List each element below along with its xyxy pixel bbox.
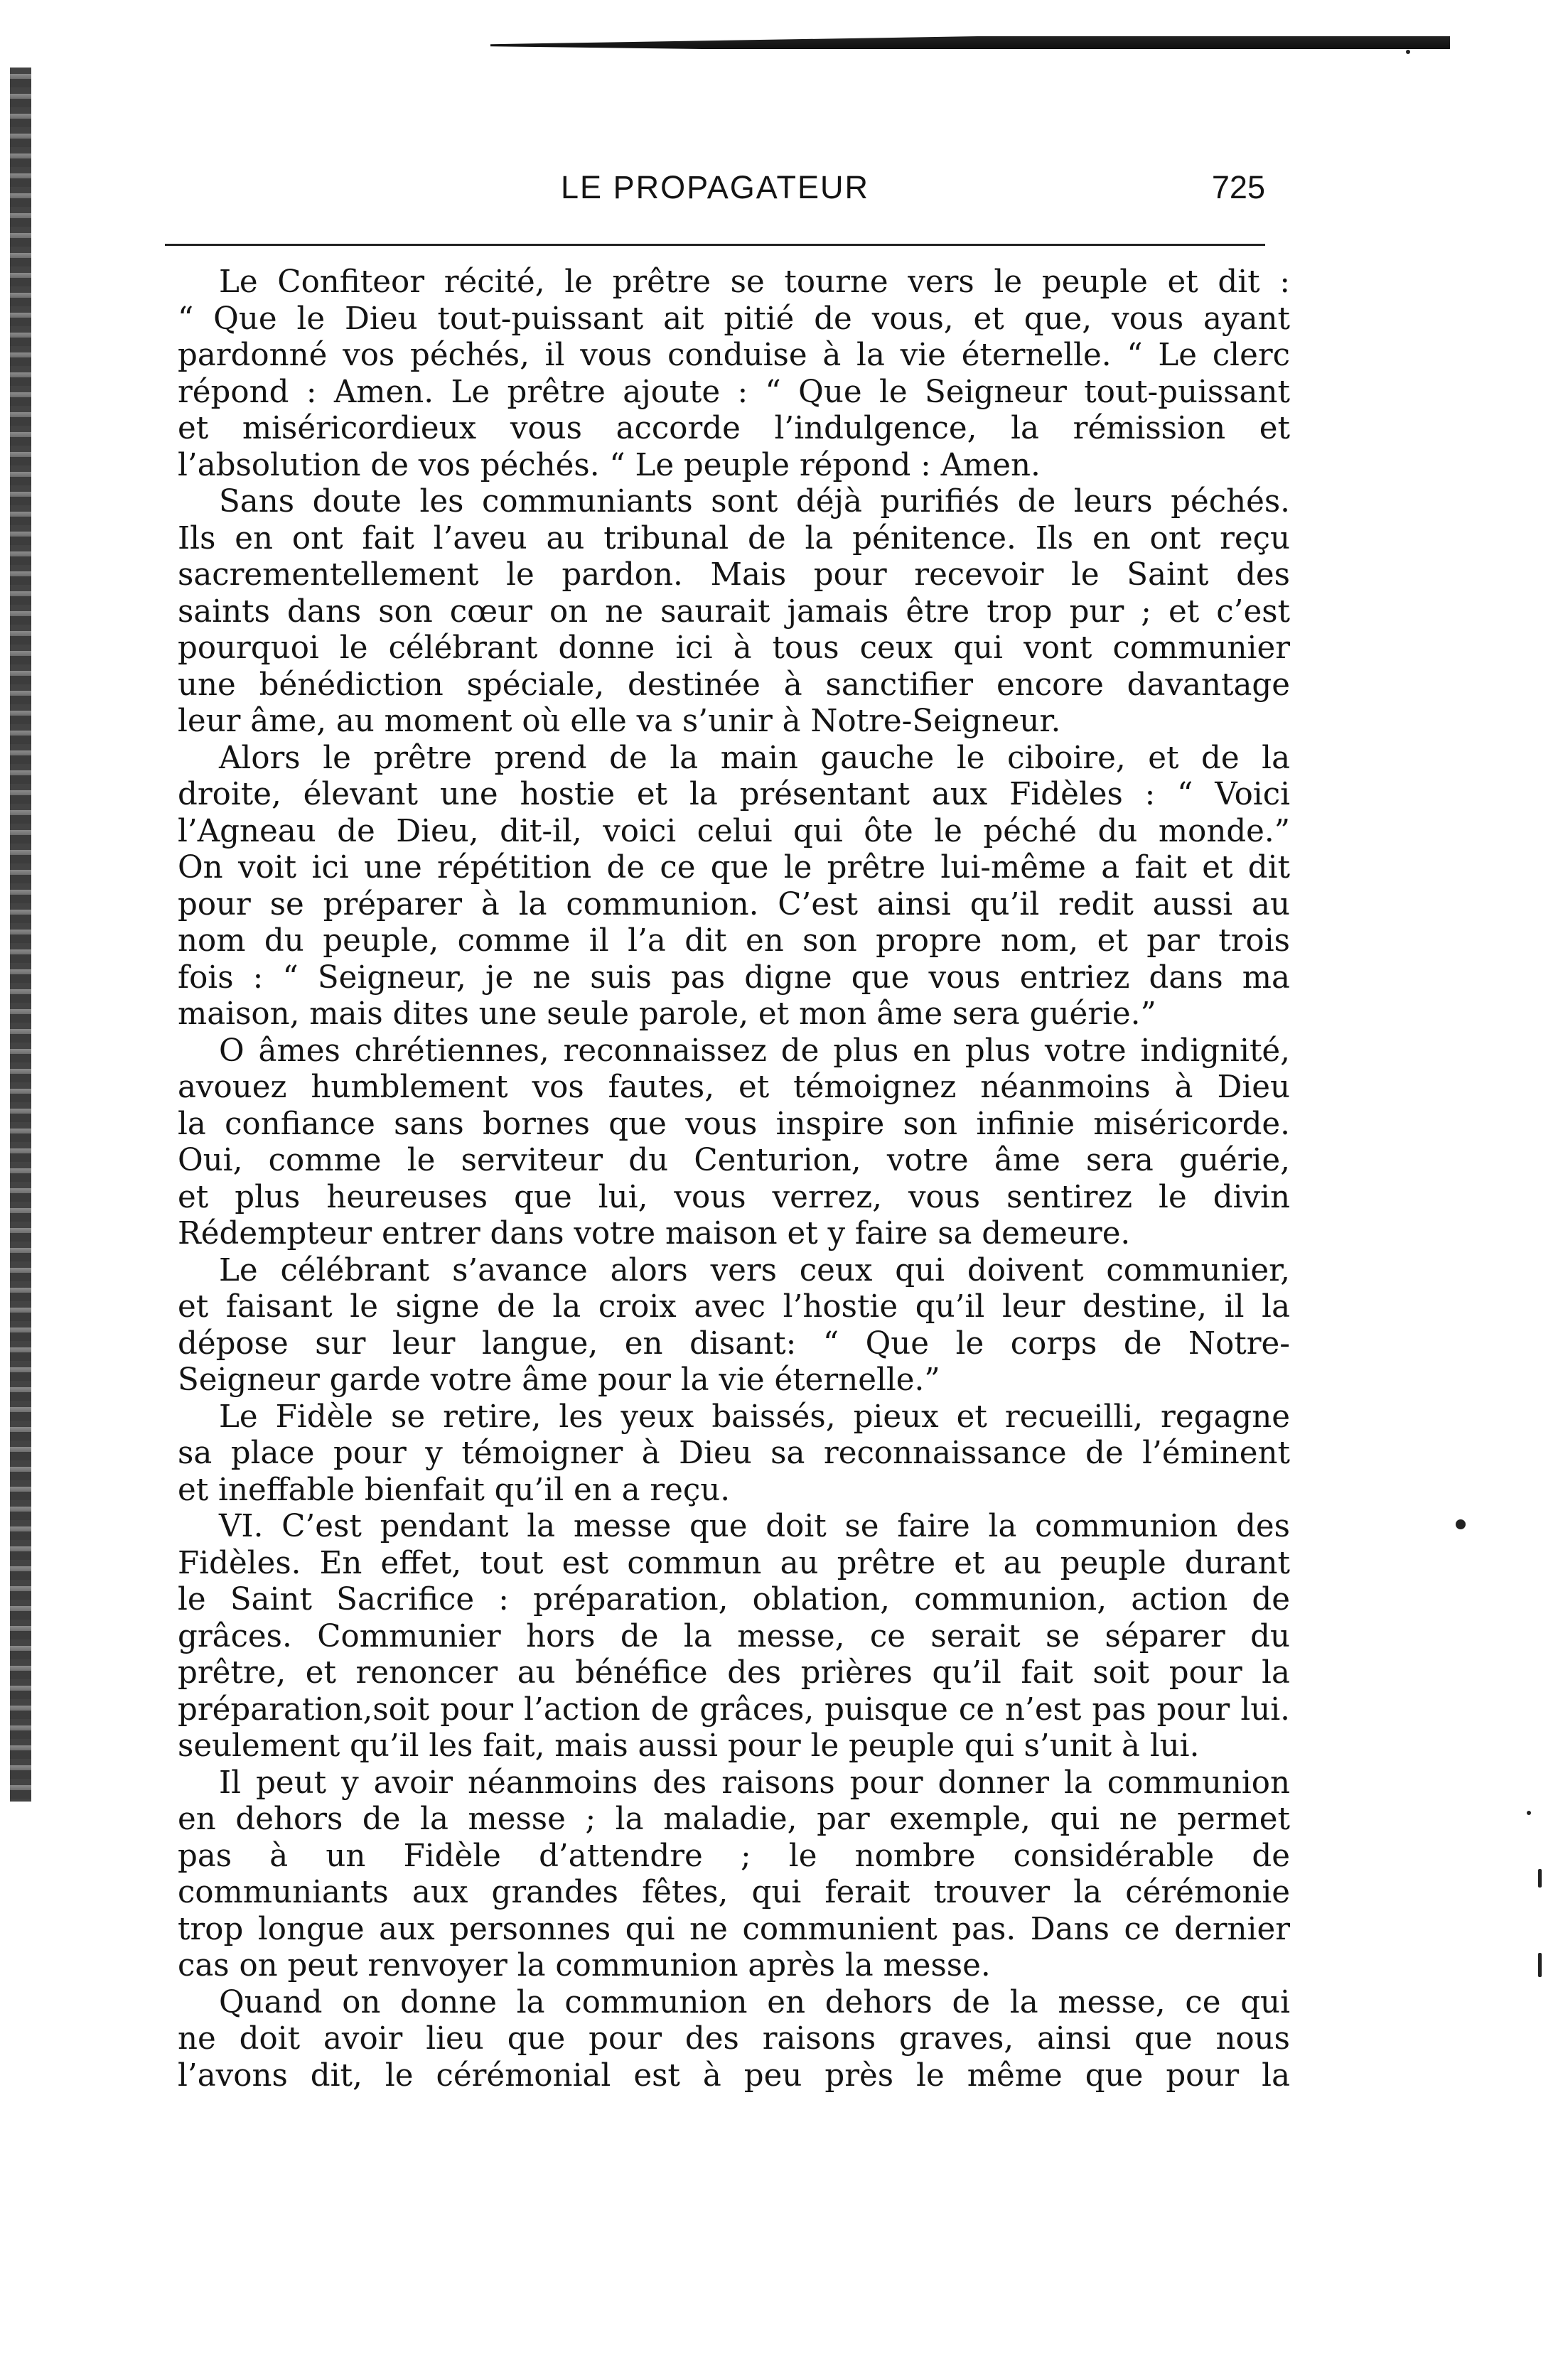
text-line: et miséricordieux vous accorde l’indulgence, la rémission et xyxy=(178,411,1290,446)
text-line: saints dans son cœur on ne saurait jamais être trop pur ; et c’est xyxy=(178,593,1290,630)
text-line: Seigneur garde votre âme pour la vie éternelle.” xyxy=(178,1362,940,1398)
text-line: ne doit avoir lieu que pour des raisons graves, ainsi que nous xyxy=(178,2021,1290,2057)
text-line: prêtre, et renoncer au bénéfice des prières qu’il fait soit pour la xyxy=(178,1655,1290,1691)
text-line: droite, élevant une hostie et la présentant aux Fidèles : “ Voici xyxy=(178,777,1290,812)
text-line: avouez humblement vos fautes, et témoignez néanmoins à Dieu xyxy=(178,1070,1290,1105)
ink-speck xyxy=(1527,1811,1531,1815)
text-line: Le Confiteor récité, le prêtre se tourne vers le peuple et dit : xyxy=(219,264,1290,300)
text-line: dépose sur leur langue, en disant: “ Que le corps de Notre- xyxy=(178,1325,1290,1362)
page-number: 725 xyxy=(1211,169,1265,205)
text-line: maison, mais dites une seule parole, et mon âme sera guérie.” xyxy=(178,996,1156,1032)
text-line: pour se préparer à la communion. C’est ainsi qu’il redit aussi au xyxy=(178,886,1290,922)
text-line: trop longue aux personnes qui ne communient pas. Dans ce dernier xyxy=(178,1911,1290,1947)
text-line: sacrementellement le pardon. Mais pour recevoir le Saint des xyxy=(178,557,1290,593)
text-line: Rédempteur entrer dans votre maison et y faire sa demeure. xyxy=(178,1216,1131,1251)
text-line: Oui, comme le serviteur du Centurion, votre âme sera guérie, xyxy=(178,1143,1290,1178)
text-line: Le Fidèle se retire, les yeux baissés, pieux et recueilli, regagne xyxy=(219,1399,1290,1435)
body-text xyxy=(178,264,1290,2094)
text-line: le Saint Sacrifice : préparation, oblation, communion, action de xyxy=(178,1582,1290,1617)
text-line: pas à un Fidèle d’attendre ; le nombre considérable de xyxy=(178,1838,1290,1874)
text-line: fois : “ Seigneur, je ne suis pas digne que vous entriez dans ma xyxy=(178,959,1290,996)
text-line: sa place pour y témoigner à Dieu sa reconnaissance de l’éminent xyxy=(178,1436,1290,1471)
text-line: répond : Amen. Le prêtre ajoute : “ Que le Seigneur tout-puissant xyxy=(178,374,1290,410)
text-line: Quand on donne la communion en dehors de la messe, ce qui xyxy=(219,1984,1290,2020)
text-line: leur âme, au moment où elle va s’unir à Notre-Seigneur. xyxy=(178,704,1061,739)
text-line: en dehors de la messe ; la maladie, par exemple, qui ne permet xyxy=(178,1802,1290,1837)
text-line: communiants aux grandes fêtes, qui ferait trouver la cérémonie xyxy=(178,1875,1290,1910)
text-line: pardonné vos péchés, il vous conduise à la vie éternelle. “ Le clerc xyxy=(178,338,1290,373)
text-line: “ Que le Dieu tout-puissant ait pitié de vous, et que, vous ayant xyxy=(178,301,1290,337)
text-line: une bénédiction spéciale, destinée à sanctifier encore davantage xyxy=(178,667,1290,703)
page-header xyxy=(165,169,1265,212)
text-line: pourquoi le célébrant donne ici à tous ceux qui vont communier xyxy=(178,630,1290,666)
text-line: et plus heureuses que lui, vous verrez, vous sentirez le divin xyxy=(178,1179,1290,1215)
text-line: On voit ici une répétition de ce que le prêtre lui-même a fait et dit xyxy=(178,850,1290,885)
text-line: l’Agneau de Dieu, dit-il, voici celui qui ôte le péché du monde.” xyxy=(178,813,1290,849)
text-line: VI. C’est pendant la messe que doit se faire la communion des xyxy=(219,1509,1290,1544)
scan-edge-top xyxy=(490,27,1450,58)
header-rule xyxy=(165,244,1265,246)
text-line: Le célébrant s’avance alors vers ceux qui doivent communier, xyxy=(219,1252,1290,1288)
text-line: Fidèles. En effet, tout est commun au prêtre et au peuple durant xyxy=(178,1545,1290,1581)
ink-speck xyxy=(1538,1869,1542,1888)
text-line: et faisant le signe de la croix avec l’hostie qu’il leur destine, il la xyxy=(178,1289,1290,1325)
text-line: l’absolution de vos péchés. “ Le peuple répond : Amen. xyxy=(178,447,1041,483)
text-line: nom du peuple, comme il l’a dit en son propre nom, et par trois xyxy=(178,923,1290,959)
text-line: Alors le prêtre prend de la main gauche le ciboire, et de la xyxy=(219,740,1290,776)
text-line: Sans doute les communiants sont déjà purifiés de leurs péchés. xyxy=(219,484,1290,519)
text-line: O âmes chrétiennes, reconnaissez de plus en plus votre indignité, xyxy=(219,1033,1290,1069)
text-line: la confiance sans bornes que vous inspire son infinie miséricorde. xyxy=(178,1106,1290,1142)
ink-speck xyxy=(1456,1519,1466,1529)
scan-edge-left xyxy=(10,68,31,1802)
text-line: préparation,soit pour l’action de grâces, puisque ce n’est pas pour lui. xyxy=(178,1691,1290,1728)
text-line: et ineffable bienfait qu’il en a reçu. xyxy=(178,1472,731,1508)
ink-speck xyxy=(1538,1953,1542,1977)
running-head: LE PROPAGATEUR xyxy=(561,169,869,205)
ink-speck xyxy=(1406,50,1410,54)
text-line: Ils en ont fait l’aveu au tribunal de la pénitence. Ils en ont reçu xyxy=(178,520,1290,556)
text-line: grâces. Communier hors de la messe, ce serait se séparer du xyxy=(178,1618,1290,1654)
text-line: l’avons dit, le cérémonial est à peu près le même que pour la xyxy=(178,2057,1290,2094)
text-line: cas on peut renvoyer la communion après la messe. xyxy=(178,1948,991,1983)
text-line: Il peut y avoir néanmoins des raisons pour donner la communion xyxy=(219,1765,1290,1801)
text-line: seulement qu’il les fait, mais aussi pour le peuple qui s’unit à lui. xyxy=(178,1728,1200,1764)
